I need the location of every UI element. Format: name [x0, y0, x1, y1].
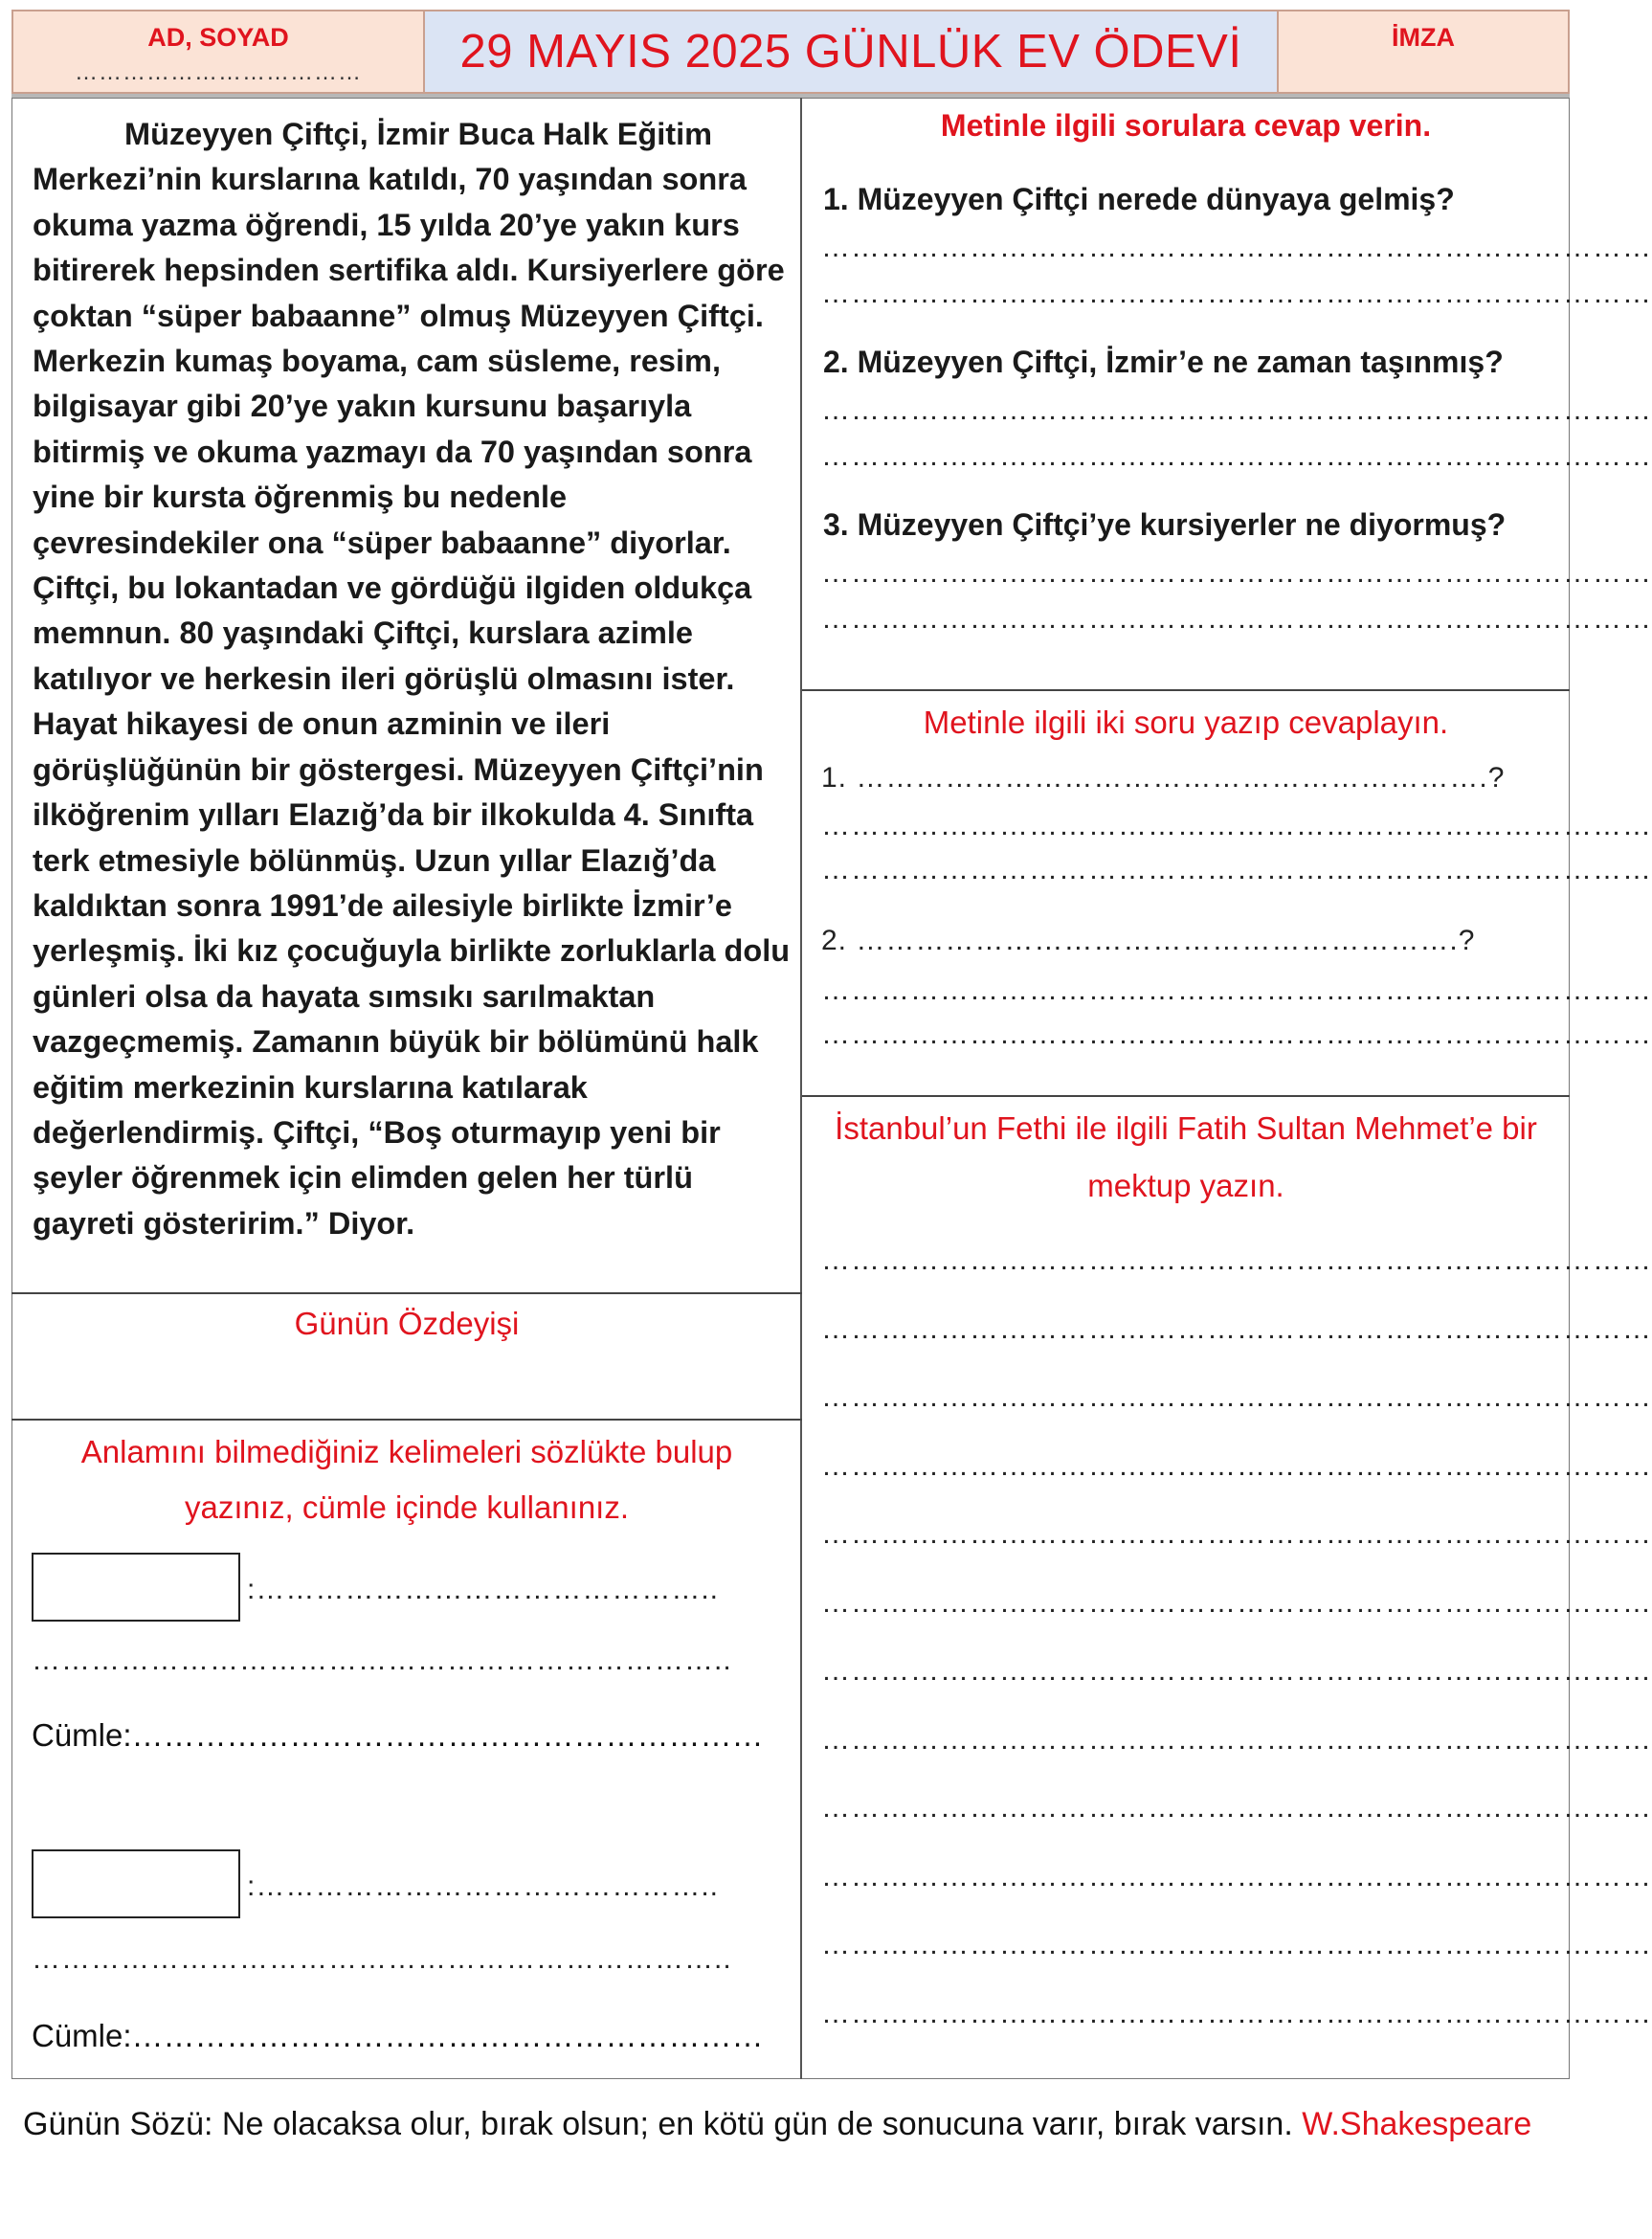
- page-title: 29 MAYIS 2025 GÜNLÜK EV ÖDEVİ: [459, 26, 1242, 78]
- title-cell: [423, 10, 1279, 94]
- signature-cell[interactable]: [1277, 10, 1570, 94]
- letter-line[interactable]: …………………………………………………………………………: [821, 1244, 1652, 1276]
- answer-3-line-1[interactable]: …………………………………………………………………………: [821, 557, 1652, 589]
- header: [11, 10, 1570, 98]
- letter-title-line1: İstanbul’un Fethi ile ilgili Fatih Sultan Mehmet’e bir: [835, 1110, 1537, 1146]
- own-question-1[interactable]: 1. ……………………………………………………….?: [821, 762, 1506, 794]
- quote-text: Günün Sözü: Ne olacaksa olur, bırak olsun; en kötü gün de sonucuna varır, bırak varsın.: [23, 2106, 1293, 2142]
- vocab-meaning-1[interactable]: :………………………………………..: [247, 1574, 720, 1605]
- vocab-title-line1: Anlamını bilmediğiniz kelimeleri sözlükte bulup: [80, 1434, 733, 1469]
- ozdeyis-top-border: [11, 1292, 802, 1294]
- quote-author: W.Shakespeare: [1302, 2106, 1532, 2142]
- vocab-sentence-1[interactable]: Cümle:……………………………………………………: [32, 1717, 764, 1753]
- letter-line[interactable]: …………………………………………………………………………: [821, 1312, 1652, 1345]
- own-question-2[interactable]: 2. …………………………………………………….?: [821, 925, 1476, 956]
- answer-1-line-2[interactable]: …………………………………………………………………………: [821, 278, 1652, 309]
- own-answer-1-line-2[interactable]: …………………………………………………………………………: [821, 854, 1652, 885]
- own-questions-bottom-border: [802, 1095, 1570, 1097]
- letter-line[interactable]: …………………………………………………………………………: [821, 1860, 1652, 1892]
- letter-writing-area[interactable]: [821, 1244, 1652, 2049]
- letter-line[interactable]: …………………………………………………………………………: [821, 1997, 1652, 2029]
- answer-3-line-2[interactable]: …………………………………………………………………………: [821, 603, 1652, 635]
- vocab-meaning-2[interactable]: :………………………………………..: [247, 1870, 720, 1902]
- vocab-word-box-2[interactable]: [32, 1849, 240, 1918]
- vocab-meaning-line-2[interactable]: ……………………………………………………………..: [32, 1943, 732, 1975]
- answer-2-line-1[interactable]: …………………………………………………………………………: [821, 394, 1652, 426]
- name-cell: [11, 10, 425, 94]
- question-1: 1. Müzeyyen Çiftçi nerede dünyaya gelmiş?: [823, 182, 1455, 216]
- letter-line[interactable]: …………………………………………………………………………: [821, 1381, 1652, 1413]
- signature-label: İMZA: [1392, 23, 1455, 52]
- answer-2-line-2[interactable]: …………………………………………………………………………: [821, 440, 1652, 472]
- vocab-word-box-1[interactable]: [32, 1553, 240, 1622]
- column-divider: [800, 98, 802, 2079]
- vocab-meaning-line-1[interactable]: ……………………………………………………………..: [32, 1645, 732, 1676]
- letter-line[interactable]: …………………………………………………………………………: [821, 1792, 1652, 1824]
- answer-1-line-1[interactable]: …………………………………………………………………………: [821, 232, 1652, 263]
- letter-line[interactable]: …………………………………………………………………………: [821, 1655, 1652, 1687]
- name-field[interactable]: ………………………………: [75, 59, 362, 85]
- questions-title: Metinle ilgili sorulara cevap verin.: [940, 108, 1432, 143]
- quote-of-the-day: [23, 2106, 1531, 2143]
- ozdeyis-bottom-border: [11, 1419, 802, 1421]
- letter-line[interactable]: …………………………………………………………………………: [821, 1929, 1652, 1960]
- question-2: 2. Müzeyyen Çiftçi, İzmir’e ne zaman taşınmış?: [823, 345, 1504, 379]
- own-answer-2-line-2[interactable]: …………………………………………………………………………: [821, 1019, 1652, 1050]
- letter-line[interactable]: …………………………………………………………………………: [821, 1723, 1652, 1756]
- letter-line[interactable]: …………………………………………………………………………: [821, 1586, 1652, 1619]
- questions-bottom-border: [802, 689, 1570, 691]
- vocab-sentence-2[interactable]: Cümle:……………………………………………………: [32, 2018, 764, 2053]
- ozdeyis-writing-area[interactable]: [19, 1350, 794, 1415]
- vocab-title-line2: yazınız, cümle içinde kullanınız.: [184, 1489, 630, 1525]
- own-answer-2-line-1[interactable]: …………………………………………………………………………: [821, 974, 1652, 1006]
- question-3: 3. Müzeyyen Çiftçi’ye kursiyerler ne diyormuş?: [823, 507, 1507, 542]
- reading-passage: [33, 112, 798, 1246]
- letter-line[interactable]: …………………………………………………………………………: [821, 1518, 1652, 1550]
- letter-line[interactable]: …………………………………………………………………………: [821, 1449, 1652, 1482]
- ozdeyis-title: Günün Özdeyişi: [294, 1306, 520, 1341]
- passage-text: Müzeyyen Çiftçi, İzmir Buca Halk Eğitim Merkezi’nin kurslarına katıldı, 70 yaşından sonra okuma yazma öğrendi, 15 yılda 20’ye yakın kurs bitirerek hepsinden sertifika aldı. Kursiyerlere göre çoktan “süper babaanne” olmuş Müzeyyen Çiftçi. Merkezin kumaş boyama, cam süsleme, resim, bilgisayar gibi 20’ye yakın kursunu başarıyla bitirmiş ve okuma yazmayı da 70 yaşından sonra yine bir kursta öğrenmiş bu nedenle çevresindekiler ona “süper babaanne” diyorlar. Çiftçi, bu lokantadan ve gördüğü ilgiden oldukça memnun. 80 yaşındaki Çiftçi, kurslara azimle katılıyor ve herkesin ileri görüşlü olmasını ister. Hayat hikayesi de onun azminin ve ileri görüşlüğünün bir göstergesi. Müzeyyen Çiftçi’nin ilköğrenim yılları Elazığ’da bir ilkokulda 4. Sınıfta terk etmesiyle bölünmüş. Uzun yıllar Elazığ’da kaldıktan sonra 1991’de ailesiyle birlikte İzmir’e yerleşmiş. İki kız çocuğuyla birlikte zorluklarla dolu günleri olsa da hayata sımsıkı sarılmaktan vazgeçmemiş. Zamanın büyük bir bölümünü halk eğitim merkezinin kurslarına katılarak değerlendirmiş. Çiftçi, “Boş oturmayıp yeni bir şeyler öğrenmek için elimden gelen her türlü gayreti gösteririm.” Diyor.: [33, 117, 791, 1241]
- name-label: AD, SOYAD: [147, 23, 289, 52]
- own-questions-title: Metinle ilgili iki soru yazıp cevaplayın.: [923, 705, 1449, 740]
- own-answer-1-line-1[interactable]: …………………………………………………………………………: [821, 810, 1652, 841]
- letter-title-line2: mektup yazın.: [1087, 1168, 1284, 1203]
